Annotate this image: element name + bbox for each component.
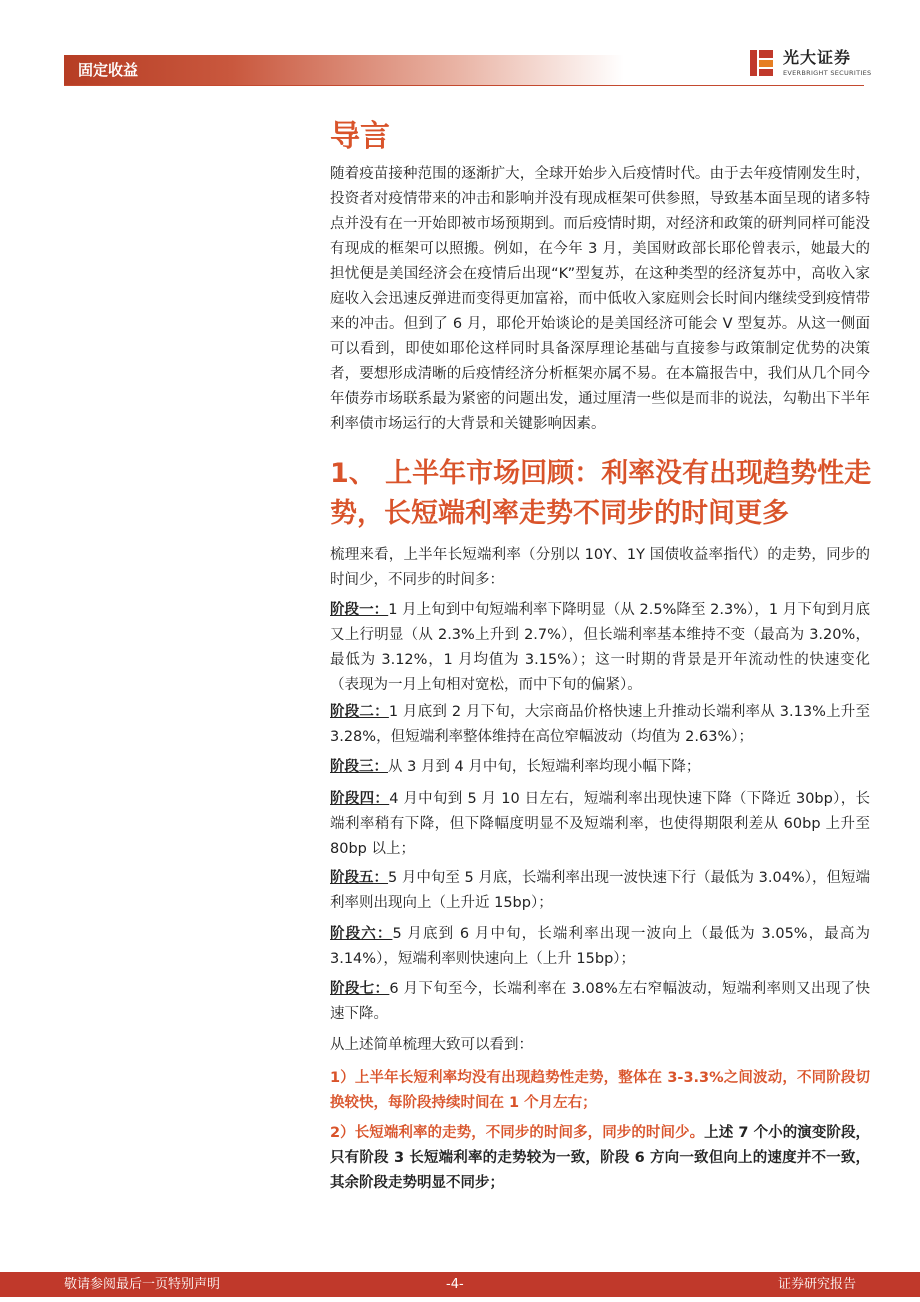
stage-7-text: 6 月下旬至今，长端利率在 3.08%左右窄幅波动，短端利率则又出现了快速下降。: [330, 981, 870, 1022]
section-1-title: 1、 上半年市场回顾：利率没有出现趋势性走势，长短端利率走势不同步的时间更多: [330, 458, 872, 529]
stage-4: [330, 787, 870, 862]
summary-point-1: 1）上半年长短利率均没有出现趋势性走势，整体在 3-3.3%之间波动，不同阶段切换较快，每阶段持续时间在 1 个月左右；: [330, 1070, 870, 1111]
section-label: 固定收益: [78, 61, 139, 79]
intro-body: 随着疫苗接种范围的逐渐扩大，全球开始步入后疫情时代。由于去年疫情刚发生时，投资者对疫情带来的冲击和影响并没有现成框架可供参照，导致基本面呈现的诸多特点并没有在一开始即被市场预期到。而后疫情时期，对经济和政策的研判同样可能没有现成的框架可以照搬。例如，在今年 3 月，美国财政部长耶伦曾表示，她最大的担忧便是美国经济会在疫情后出现“K”型复苏，在这种类型的经济复苏中，高收入家庭收入会迅速反弹进而变得更加富裕，而中低收入家庭则会长时间内继续受到疫情带来的冲击。但到了 6 月，耶伦开始谈论的是美国经济可能会 V 型复苏。从这一侧面可以看到，即使如耶伦这样同时具备深厚理论基础与直接参与政策制定优势的决策者，要想形成清晰的后疫情经济分析框架亦属不易。在本篇报告中，我们从几个同今年债券市场联系最为紧密的问题出发，通过厘清一些似是而非的说法，勾勒出下半年利率债市场运行的大背景和关键影响因素。: [330, 166, 870, 432]
summary-point-2: [330, 1121, 870, 1196]
stage-2-text: 1 月底到 2 月下旬，大宗商品价格快速上升推动长端利率从 3.13%上升至 3.28%，但短端利率整体维持在高位窄幅波动（均值为 2.63%）；: [330, 704, 871, 745]
header-divider: [64, 85, 864, 86]
stage-1-text: 1 月上旬到中旬短端利率下降明显（从 2.5%降至 2.3%），1 月下旬到月底又上行明显（从 2.3%上升到 2.7%），但长端利率基本维持不变（最高为 3.20%，最低为 3.12%，1 月均值为 3.15%）；这一时期的背景是开年流动性的快速变化（表现为一月上旬相对宽松，而中下旬的偏紧）。: [330, 602, 871, 693]
page-number: -4-: [446, 1277, 464, 1292]
stage-3: [330, 755, 870, 780]
stage-7: [330, 977, 870, 1027]
stage-6: [330, 922, 870, 972]
stage-5: [330, 866, 870, 916]
stage-6-label: 阶段六：: [330, 926, 393, 942]
logo-english-name: EVERBRIGHT SECURITIES: [783, 69, 872, 77]
summary-point-2-highlight: 2）长短端利率的走势，不同步的时间多，同步的时间少。: [330, 1125, 705, 1141]
stage-2-label: 阶段二：: [330, 704, 389, 720]
stage-7-label: 阶段七：: [330, 981, 390, 997]
section-1-lead: 梳理来看，上半年长短端利率（分别以 10Y、1Y 国债收益率指代）的走势，同步的时间少，不同步的时间多：: [330, 547, 870, 588]
stage-5-label: 阶段五：: [330, 870, 389, 886]
stage-4-text: 4 月中旬到 5 月 10 日左右，短端利率出现快速下降（下降近 30bp），长端利率稍有下降，但下降幅度明显不及短端利率，也使得期限利差从 60bp 上升至 80bp 以上；: [330, 791, 870, 857]
stage-1-label: 阶段一：: [330, 602, 389, 618]
header-band: [64, 55, 624, 85]
summary-lead: 从上述简单梳理大致可以看到：: [330, 1037, 533, 1053]
stage-3-text: 从 3 月到 4 月中旬，长短端利率均现小幅下降；: [388, 759, 701, 775]
intro-title: 导言: [330, 119, 390, 154]
stage-2: [330, 700, 870, 750]
stage-4-label: 阶段四：: [330, 791, 390, 807]
stage-3-label: 阶段三：: [330, 759, 388, 775]
footer-disclaimer: 敬请参阅最后一页特别声明: [64, 1277, 221, 1292]
stage-6-text: 5 月底到 6 月中旬，长端利率出现一波向上（最低为 3.05%，最高为 3.14%），短端利率则快速向上（上升 15bp）；: [330, 926, 871, 967]
logo-chinese-name: 光大证券: [783, 48, 852, 67]
summary-point-2-rest: 上述 7 个小的演变阶段，只有阶段 3 长短端利率的走势较为一致，阶段 6 方向一致但向上的速度并不一致，其余阶段走势明显不同步；: [330, 1125, 871, 1191]
stage-5-text: 5 月中旬至 5 月底，长端利率出现一波快速下行（最低为 3.04%），但短端利率则出现向上（上升近 15bp）；: [330, 870, 871, 911]
footer-report-type: 证券研究报告: [777, 1277, 856, 1292]
stage-1: [330, 598, 870, 698]
